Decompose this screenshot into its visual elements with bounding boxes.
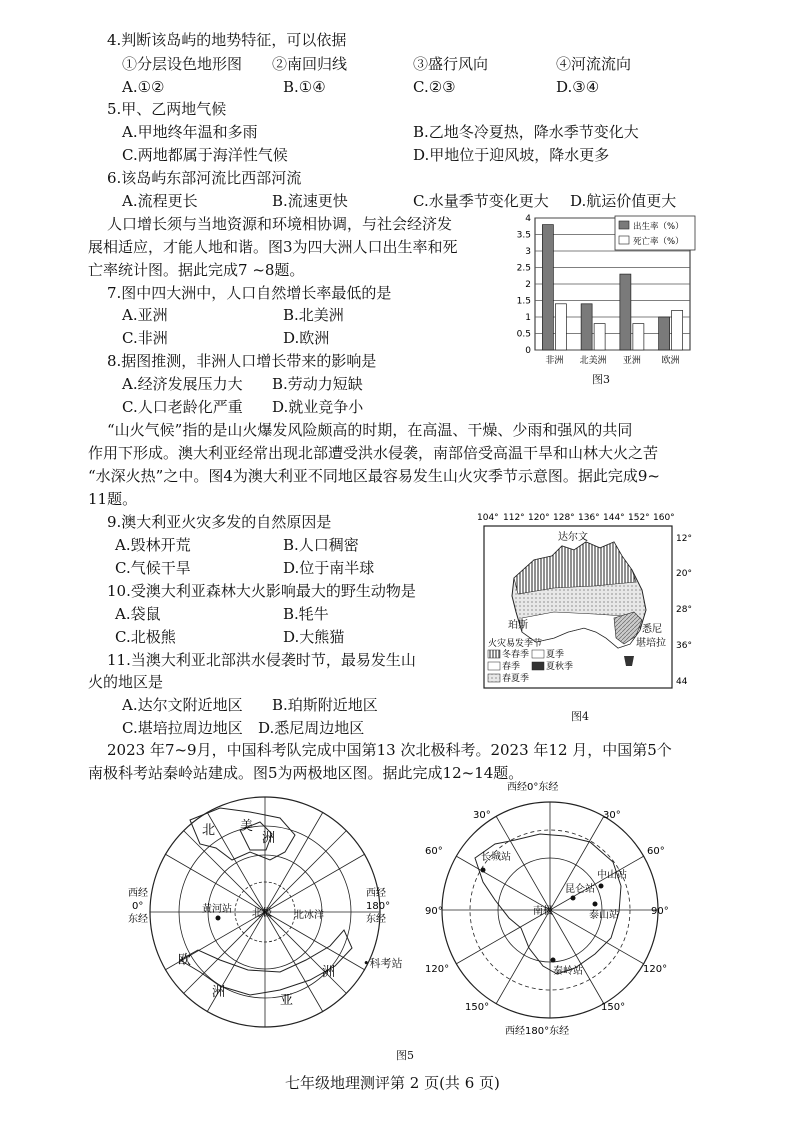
q6-choice-d: D.航运价值更大 — [570, 192, 677, 210]
q8-stem: 8.据图推测，非洲人口增长带来的影响是 — [107, 352, 377, 370]
fig3-ytick-label: 4 — [525, 214, 531, 224]
fig3-bar-chart — [505, 208, 700, 388]
label-europe-2: 洲 — [212, 985, 226, 1000]
station-legend: •科考站 — [363, 957, 403, 970]
intro7-line3: 亡率统计图。据此完成7 ~8题。 — [88, 261, 305, 279]
q7-choice-a: A.亚洲 — [122, 306, 168, 324]
q9-choice-b: B.人口稠密 — [283, 536, 359, 554]
label-arctic-ocean: 北冰洋 — [294, 910, 324, 921]
legend-death-label: 死亡率（%） — [633, 237, 684, 247]
fig4-lon-144: 144° — [603, 513, 625, 523]
intro9-line4: 11题。 — [88, 490, 138, 508]
intro9-line2: 作用下形成。澳大利亚经常出现北部遭受洪水侵袭，南部倍受高温干旱和山林大火之苦 — [88, 444, 659, 462]
label-europe-1: 欧 — [178, 953, 192, 968]
q8-choice-c: C.人口老龄化严重 — [122, 398, 243, 416]
fig3-category-label: 北美洲 — [579, 356, 607, 366]
kunlun-station-dot — [571, 896, 576, 901]
death-rate-bar-3 — [672, 310, 683, 350]
q11-choice-d: D.悉尼周边地区 — [258, 719, 365, 737]
birth-rate-bar-1 — [581, 304, 592, 350]
fig3-ytick-label: 2.5 — [516, 263, 531, 274]
place-perth: 珀斯 — [508, 620, 528, 631]
fig5-north-polar-map — [120, 790, 410, 1040]
fig3-category-label: 非洲 — [545, 356, 564, 366]
place-darwin: 达尔文 — [558, 532, 588, 543]
legend-summer: 夏季 — [546, 650, 565, 660]
q5-choice-b: B.乙地冬冷夏热，降水季节变化大 — [413, 123, 639, 141]
fig3-ytick-label: 3.5 — [516, 230, 531, 241]
intro12-line1: 2023 年7~9月，中国科考队完成中国第13 次北极科考。2023 年12 月，中国第5个 — [107, 741, 672, 759]
deg-150-right: 150° — [601, 1002, 626, 1013]
q5-choice-a: A.甲地终年温和多雨 — [122, 123, 258, 141]
deg-90-left: 90° — [425, 906, 443, 917]
birth-rate-bar-0 — [542, 225, 553, 350]
q10-choice-b: B.牦牛 — [283, 605, 329, 623]
birth-rate-bar-2 — [620, 274, 631, 350]
deg-90-right: 90° — [651, 906, 669, 917]
q4-choice-c: C.②③ — [413, 78, 456, 96]
fig3-ytick-label: 3 — [525, 247, 531, 257]
label-west-0-c: 东经 — [128, 914, 148, 925]
q4-choice-b: B.①④ — [283, 78, 326, 96]
fig4-lat-36: 36° — [676, 641, 692, 651]
q4-option-2: ②南回归线 — [272, 55, 348, 73]
swatch-spring — [488, 662, 500, 670]
intro12-line2: 南极科考站秦岭站建成。图5为两极地区图。据此完成12~14题。 — [88, 764, 524, 782]
q5-stem: 5.甲、乙两地气候 — [107, 100, 227, 118]
fig5-caption: 图5 — [396, 1049, 414, 1062]
q4-stem: 4.判断该岛屿的地势特征，可以依据 — [107, 31, 347, 49]
place-canberra: 堪培拉 — [636, 638, 666, 649]
label-north-pole: 北极 — [252, 908, 272, 919]
q7-choice-c: C.非洲 — [122, 329, 168, 347]
q4-option-3: ③盛行风向 — [413, 55, 489, 73]
fig4-lat-12: 12° — [676, 534, 692, 544]
fig4-lon-104: 104° — [477, 513, 499, 523]
fig4-lon-160: 160° — [653, 513, 675, 523]
fig3-ytick-label: 1.5 — [516, 296, 531, 307]
death-rate-bar-2 — [633, 324, 644, 350]
q6-choice-b: B.流速更快 — [272, 192, 348, 210]
label-south-pole: 南极 — [533, 906, 553, 917]
legend-swatch-birth — [619, 221, 629, 229]
fig3-category-label: 欧洲 — [661, 356, 680, 366]
fig3-ytick-label: 0.5 — [516, 329, 531, 340]
q4-choice-a: A.①② — [122, 78, 165, 96]
yellow-river-station-dot — [216, 916, 221, 921]
swatch-summer-autumn — [532, 662, 544, 670]
label-west-0-b: 0° — [132, 901, 144, 912]
fig3-legend — [615, 216, 695, 250]
label-great-wall-station: 长城站 — [481, 852, 511, 863]
label-asia-2: 洲 — [322, 965, 336, 980]
intro7-line2: 展相适应，才能人地和谐。图3为四大洲人口出生率和死 — [88, 238, 458, 256]
fig4-australia-map — [474, 508, 694, 708]
fig3-ytick-label: 0 — [525, 346, 531, 356]
label-taishan-station: 泰山站 — [589, 910, 619, 921]
fig4-lon-152: 152° — [628, 513, 650, 523]
q10-choice-c: C.北极熊 — [115, 628, 176, 646]
deg-150-left: 150° — [465, 1002, 490, 1013]
label-qinling-station: 秦岭站 — [553, 966, 583, 977]
q11-stem-line2: 火的地区是 — [88, 673, 164, 691]
label-east-180-b: 180° — [366, 901, 391, 912]
death-rate-bar-0 — [555, 304, 566, 350]
label-east-180-a: 西经 — [366, 888, 386, 899]
legend-summer-autumn: 夏秋季 — [546, 662, 574, 672]
label-south-bottom: 西经180°东经 — [505, 1026, 570, 1037]
label-north-america-1: 北 — [202, 823, 216, 838]
place-sydney: 悉尼 — [642, 624, 662, 635]
death-rate-bar-1 — [594, 324, 605, 350]
fig4-caption: 图4 — [571, 710, 589, 723]
fig3-ytick-label: 2 — [525, 280, 531, 290]
q10-choice-d: D.大熊猫 — [283, 628, 345, 646]
q6-stem: 6.该岛屿东部河流比西部河流 — [107, 169, 302, 187]
taishan-station-dot — [593, 902, 598, 907]
intro7-line1: 人口增长须与当地资源和环境相协调，与社会经济发 — [107, 215, 453, 233]
q8-choice-b: B.劳动力短缺 — [272, 375, 363, 393]
fig4-lon-136: 136° — [578, 513, 600, 523]
q10-choice-a: A.袋鼠 — [115, 605, 161, 623]
q4-option-1: ①分层设色地形图 — [122, 55, 243, 73]
page-footer: 七年级地理测评第 2 页(共 6 页) — [285, 1074, 500, 1092]
fig3-category-label: 亚洲 — [622, 356, 641, 366]
label-east-180-c: 东经 — [366, 914, 386, 925]
label-kunlun-station: 昆仑站 — [565, 884, 595, 895]
deg-60-right: 60° — [647, 846, 665, 857]
q5-choice-c: C.两地都属于海洋性气候 — [122, 146, 288, 164]
fig3-ytick-label: 1 — [525, 313, 531, 323]
fig4-lat-20: 20° — [676, 569, 692, 579]
deg-30-left: 30° — [473, 810, 491, 821]
deg-60-left: 60° — [425, 846, 443, 857]
q7-choice-d: D.欧洲 — [283, 329, 330, 347]
q5-choice-d: D.甲地位于迎风坡，降水更多 — [413, 146, 610, 164]
fire-season-legend-title: 火灾易发季节 — [488, 639, 543, 649]
fig4-lon-128: 128° — [553, 513, 575, 523]
q10-stem: 10.受澳大利亚森林大火影响最大的野生动物是 — [107, 582, 416, 600]
fig4-lon-120: 120° — [528, 513, 550, 523]
q6-choice-c: C.水量季节变化更大 — [413, 192, 549, 210]
q11-choice-a: A.达尔文附近地区 — [122, 696, 243, 714]
fig3-caption: 图3 — [592, 373, 610, 386]
swatch-winter-spring — [488, 650, 500, 658]
fig5-south-polar-map — [425, 778, 675, 1038]
legend-swatch-death — [619, 236, 629, 244]
q9-choice-a: A.毁林开荒 — [115, 536, 191, 554]
label-asia-1: 亚 — [280, 993, 294, 1008]
swatch-summer — [532, 650, 544, 658]
intro9-line3: “水深火热”之中。图4为澳大利亚不同地区最容易发生山火灾季节示意图。据此完成9~ — [88, 467, 660, 485]
great-wall-station-dot — [481, 868, 486, 873]
fig4-lat-28: 28° — [676, 605, 692, 615]
q4-option-4: ④河流流向 — [556, 55, 632, 73]
q9-stem: 9.澳大利亚火灾多发的自然原因是 — [107, 513, 332, 531]
birth-rate-bar-3 — [659, 317, 670, 350]
legend-spring-summer: 春夏季 — [502, 674, 530, 684]
deg-120-right: 120° — [643, 964, 668, 975]
label-yellow-river-station: 黄河站 — [202, 904, 232, 915]
legend-winter-spring: 冬春季 — [502, 650, 530, 660]
zhongshan-station-dot — [599, 884, 604, 889]
label-south-top: 西经0°东经 — [507, 782, 559, 793]
label-zhongshan-station: 中山站 — [597, 870, 627, 881]
legend-spring: 春季 — [502, 662, 521, 672]
label-west-0-a: 西经 — [128, 888, 148, 899]
q9-choice-d: D.位于南半球 — [283, 559, 375, 577]
q8-choice-a: A.经济发展压力大 — [122, 375, 243, 393]
q6-choice-a: A.流程更长 — [122, 192, 198, 210]
q11-stem-line1: 11.当澳大利亚北部洪水侵袭时节，最易发生山 — [107, 651, 416, 669]
deg-30-right: 30° — [603, 810, 621, 821]
q9-choice-c: C.气候干旱 — [115, 559, 191, 577]
q11-choice-b: B.珀斯附近地区 — [272, 696, 378, 714]
qinling-station-dot — [551, 958, 556, 963]
label-north-america-3: 洲 — [262, 831, 276, 846]
label-north-america-2: 美 — [240, 819, 254, 834]
q11-choice-c: C.堪培拉周边地区 — [122, 719, 243, 737]
fig4-lon-112: 112° — [503, 513, 525, 523]
q8-choice-d: D.就业竞争小 — [272, 398, 364, 416]
fig4-lat-44: 44 — [676, 677, 688, 687]
q7-choice-b: B.北美洲 — [283, 306, 344, 324]
legend-birth-label: 出生率（%） — [633, 222, 684, 232]
intro9-line1: “山火气候”指的是山火爆发风险颇高的时期，在高温、干燥、少雨和强风的共同 — [107, 421, 633, 439]
swatch-spring-summer — [488, 674, 500, 682]
q4-choice-d: D.③④ — [556, 78, 600, 96]
q7-stem: 7.图中四大洲中，人口自然增长率最低的是 — [107, 284, 392, 302]
deg-120-left: 120° — [425, 964, 450, 975]
